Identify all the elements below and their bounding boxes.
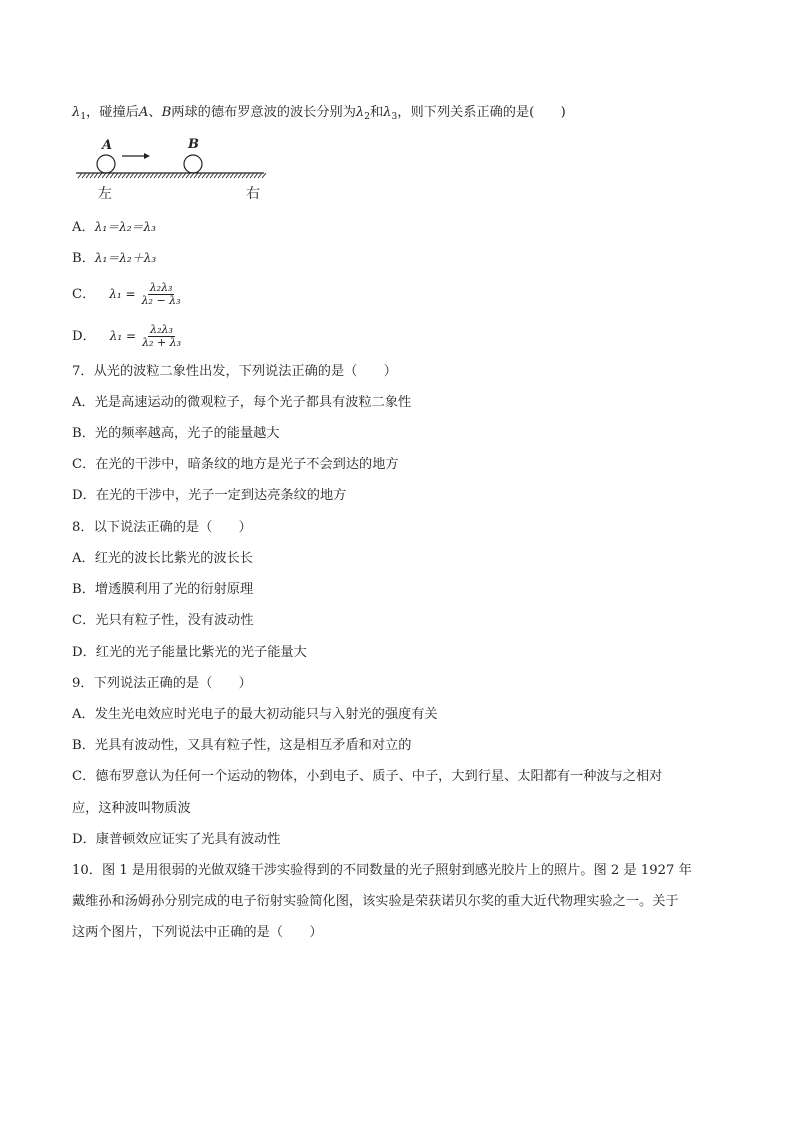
hatch-mark [218, 173, 222, 178]
velocity-arrow [122, 153, 150, 159]
q10-stem-line3: 这两个图片，下列说法中正确的是（ ） [72, 925, 323, 940]
hatch-mark [210, 173, 214, 178]
hatch-mark [262, 173, 266, 178]
hatch-mark [242, 173, 246, 178]
q10-stem-line2: 戴维孙和汤姆孙分别完成的电子衍射实验简化图，该实验是荣获诺贝尔奖的重大近代物理实验之一。关于 [72, 894, 679, 909]
ground-surface [76, 173, 266, 178]
hatch-mark [138, 173, 142, 178]
ball-b [184, 155, 202, 173]
hatch-mark [238, 173, 242, 178]
fraction-c: $\frac{\text{λ₂λ₃}}{\text{λ₂ − λ₃}}$ [141, 281, 181, 307]
q8-option-a: A．红光的波长比紫光的波长长 [72, 551, 253, 566]
q9-option-a: A．发生光电效应时光电子的最大初动能只与入射光的强度有关 [72, 707, 438, 722]
hatch-mark [226, 173, 230, 178]
hatch-mark [250, 173, 254, 178]
q6-option-b: B．λ₁＝λ₂＋λ₃ [72, 251, 157, 266]
q8-option-b: B．增透膜利用了光的衍射原理 [72, 582, 254, 597]
hatch-mark [154, 173, 158, 178]
hatch-mark [94, 173, 98, 178]
q7-stem: 7．从光的波粒二象性出发，下列说法正确的是（ ） [72, 364, 397, 379]
hatch-mark [222, 173, 226, 178]
hatch-mark [202, 173, 206, 178]
hatch-mark [190, 173, 194, 178]
hatch-mark [82, 173, 86, 178]
label-a: A [102, 138, 113, 153]
q9-option-c-line1: C．德布罗意认为任何一个运动的物体，小到电子、质子、中子，大到行星、太阳都有一种波与之相对 [72, 769, 663, 784]
q9-option-c-line2: 应，这种波叫物质波 [72, 801, 191, 816]
hatch-mark [90, 173, 94, 178]
hatch-mark [194, 173, 198, 178]
hatch-mark [234, 173, 238, 178]
q7-option-c: C．在光的干涉中，暗条纹的地方是光子不会到达的地方 [72, 457, 399, 472]
q7-option-a: A．光是高速运动的微观粒子，每个光子都具有波粒二象性 [72, 395, 412, 410]
hatch-mark [114, 173, 118, 178]
q6-option-d: D． λ₁ = $\frac{\text{λ₂λ₃}}{\text{λ₂ + λ₃}}$ [72, 323, 182, 349]
hatch-mark [102, 173, 106, 178]
hatch-mark [150, 173, 154, 178]
hatch-mark [174, 173, 178, 178]
q6-option-c: C． λ₁ = $\frac{\text{λ₂λ₃}}{\text{λ₂ − λ₃}}$ [72, 281, 181, 307]
hatch-mark [182, 173, 186, 178]
hatch-mark [214, 173, 218, 178]
hatch-mark [258, 173, 262, 178]
q8-option-d: D．红光的光子能量比紫光的光子能量大 [72, 645, 307, 660]
hatch-mark [162, 173, 166, 178]
q9-option-b: B．光具有波动性，又具有粒子性，这是相互矛盾和对立的 [72, 738, 412, 753]
hatch-mark [86, 173, 90, 178]
hatch-mark [110, 173, 114, 178]
hatch-mark [106, 173, 110, 178]
hatch-mark [158, 173, 162, 178]
hatch-mark [98, 173, 102, 178]
q6-option-a: A．λ₁＝λ₂＝λ₃ [72, 220, 156, 235]
hatch-mark [206, 173, 210, 178]
label-b: B [188, 137, 199, 152]
q8-stem: 8．以下说法正确的是（ ） [72, 520, 252, 535]
label-left: 左 [98, 186, 112, 202]
hatch-mark [122, 173, 126, 178]
lambda-1: λ [72, 105, 81, 120]
q9-option-d: D．康普顿效应证实了光具有波动性 [72, 832, 281, 847]
hatch-mark [186, 173, 190, 178]
hatch-mark [118, 173, 122, 178]
hatch-mark [170, 173, 174, 178]
hatch-mark [78, 173, 82, 178]
hatch-mark [198, 173, 202, 178]
q7-option-d: D．在光的干涉中，光子一定到达亮条纹的地方 [72, 488, 347, 503]
q6-intro: $\lambda_1$，碰撞后A、B两球的德布罗意波的波长分别为$\lambda_2$和$\lambda_3$，则下列关系正确的是( ) [72, 105, 566, 122]
fraction-d: $\frac{\text{λ₂λ₃}}{\text{λ₂ + λ₃}}$ [142, 323, 182, 349]
hatch-mark [254, 173, 258, 178]
hatch-mark [126, 173, 130, 178]
hatch-mark [134, 173, 138, 178]
q7-option-b: B．光的频率越高，光子的能量越大 [72, 426, 280, 441]
hatch-mark [166, 173, 170, 178]
hatch-mark [142, 173, 146, 178]
q8-option-c: C．光只有粒子性，没有波动性 [72, 613, 254, 628]
label-right: 右 [246, 186, 260, 202]
ball-a [97, 155, 115, 173]
q9-stem: 9．下列说法正确的是（ ） [72, 676, 252, 691]
hatch-mark [146, 173, 150, 178]
hatch-mark [130, 173, 134, 178]
collision-diagram [72, 136, 272, 206]
hatch-mark [178, 173, 182, 178]
hatch-mark [246, 173, 250, 178]
q10-stem-line1: 10．图 1 是用很弱的光做双缝干涉实验得到的不同数量的光子照射到感光胶片上的照片。图 2 是 1927 年 [72, 863, 692, 878]
hatch-mark [230, 173, 234, 178]
